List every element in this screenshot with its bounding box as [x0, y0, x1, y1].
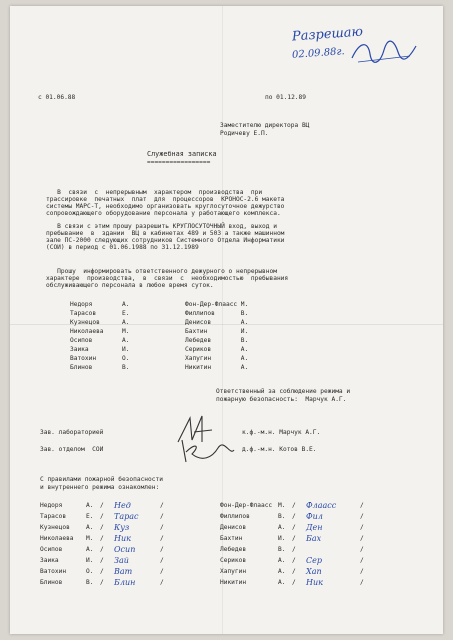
paragraph-line: характере производства, в связи с необходимостью пребывания: [46, 275, 289, 283]
signature-handwritten: Бах: [306, 534, 322, 543]
list-item: Фон-Дер-Флаасс М. / Флаасс /: [220, 501, 364, 510]
list-item: Недоря А.: [70, 301, 130, 308]
list-item: Ватохин О. / Ват /: [40, 567, 164, 576]
list-item: Никитин А. / Ник /: [220, 578, 364, 587]
list-item: Денисов А.: [185, 319, 249, 326]
list-item: Никитин А.: [185, 364, 249, 371]
paragraph-line: сопровождающего оборудование персонала у работающего комплекса.: [46, 210, 281, 218]
signature-handwritten: Тарас: [114, 512, 139, 521]
list-item: Осипов А.: [70, 337, 130, 344]
list-item: Сериков А. / Сер /: [220, 556, 364, 565]
approval-handwritten-word: Разрешаю: [291, 24, 364, 45]
period-start: с 01.06.88: [38, 94, 76, 101]
signature-handwritten: Осип: [114, 545, 136, 554]
list-item: Филлипов В.: [185, 310, 249, 317]
acknowledgement-list-left: [40, 502, 190, 590]
paragraph-line: зале ПС-2000 следующих сотрудников Системного Отдела Информатики: [46, 237, 285, 245]
list-item: Ватохин О.: [70, 355, 130, 362]
paragraph-line: Прошу информировать ответственного дежурного о непрерывном: [46, 268, 277, 275]
acknowledgement-intro-2: и внутреннего режима ознакомлен:: [40, 484, 160, 491]
paragraph-line: В связи с непрерывным характером производства при: [46, 189, 263, 196]
list-item: Блинов В. / Блин /: [40, 578, 164, 587]
list-item: Хапугин А. / Хап /: [220, 567, 364, 576]
paragraph-line: трассировке печатных плат для процессоров КРОНОС-2.6 макета: [46, 196, 285, 204]
acknowledgement-intro-1: С правилами пожарной безопасности: [40, 476, 163, 483]
signature-dept-head-icon: [178, 436, 238, 464]
paragraph-line: (СОИ) в период с 01.06.1988 по 31.12.1989: [46, 244, 199, 252]
list-item: Николаева М.: [70, 328, 130, 335]
list-item: Николаева М. / Ник /: [40, 534, 164, 543]
responsible-line-2: пожарную безопасность: Марчук А.Г.: [216, 396, 347, 403]
signature-handwritten: Сер: [306, 556, 322, 565]
list-item: Лебедев В. / /: [220, 546, 364, 553]
signature-handwritten: Флаасс: [306, 501, 337, 510]
signature-handwritten: Ник: [306, 578, 323, 587]
paragraph-line: пребывание в здании ВЦ в кабинетах 489 и 503 а также машинном: [46, 230, 285, 238]
signature-handwritten: Ник: [114, 534, 131, 543]
list-item: Сериков А.: [185, 346, 249, 353]
signature-handwritten: Куз: [114, 523, 130, 532]
paragraph-line: обслуживающего персонала в любое время суток.: [46, 282, 214, 290]
list-item: Заика И.: [70, 346, 130, 353]
document-page: [10, 6, 443, 634]
list-item: Кузнецов А.: [70, 319, 130, 326]
list-item: Заика И. / Зай /: [40, 556, 164, 565]
signature-handwritten: Нед: [114, 501, 131, 510]
document-title: Служебная записка: [147, 150, 217, 158]
paragraph-3: [46, 268, 416, 289]
signer-name-dept-head: д.ф.-м.н. Котов В.Е.: [242, 446, 317, 453]
list-item: Кузнецов А. / Куз /: [40, 523, 164, 532]
paragraph-line: системы МАРС-Т, необходимо организовать круглосуточное дежурство: [46, 203, 285, 211]
list-item: Тарасов Е. / Тарас /: [40, 512, 164, 521]
signer-position-lab-head: Зав. лабораторией: [40, 429, 104, 436]
approval-handwritten-date: 02.09.88г.: [291, 46, 346, 61]
list-item: Бахтин И. / Бах /: [220, 534, 364, 543]
approval-signature-icon: [350, 36, 420, 66]
list-item: Филлипов В. / Фил /: [220, 512, 364, 521]
signer-name-lab-head: к.ф.-м.н. Марчук А.Г.: [242, 429, 321, 436]
addressee-name: Родичеву Е.П.: [220, 130, 269, 137]
signature-handwritten: Ден: [306, 523, 323, 532]
list-item: Осипов А. / Осип /: [40, 545, 164, 554]
acknowledgement-list-right: [220, 502, 400, 590]
list-item: Недоря А. / Нед /: [40, 501, 164, 510]
paragraph-line: В связи с этим прошу разрешить КРУГЛОСУТОЧНЫЙ вход, выход и: [46, 223, 277, 230]
signature-handwritten: Блин: [114, 578, 136, 587]
list-item: Денисов А. / Ден /: [220, 523, 364, 532]
signature-handwritten: Хап: [306, 567, 322, 576]
list-item: Блинов В.: [70, 364, 130, 371]
list-item: Хапугин А.: [185, 355, 249, 362]
list-item: Бахтин И.: [185, 328, 249, 335]
signature-handwritten: Ват: [114, 567, 133, 576]
list-item: Тарасов Е.: [70, 310, 130, 317]
addressee-position: Заместителю директора ВЦ: [220, 122, 310, 129]
paragraph-1: [46, 189, 416, 218]
signature-handwritten: Фил: [306, 512, 323, 521]
staff-list-left: [70, 301, 180, 373]
paragraph-2: [46, 223, 416, 252]
list-item: Фон-Дер-Флаасс М.: [185, 301, 249, 308]
responsible-line-1: Ответственный за соблюдение режима и: [216, 388, 351, 395]
staff-list-right: [185, 301, 305, 373]
title-underline: =================: [147, 159, 211, 166]
period-end: по 01.12.89: [265, 94, 306, 101]
list-item: Лебедев В.: [185, 337, 249, 344]
signer-position-dept-head: Зав. отделом СОИ: [40, 446, 104, 453]
signature-handwritten: Зай: [114, 556, 129, 565]
